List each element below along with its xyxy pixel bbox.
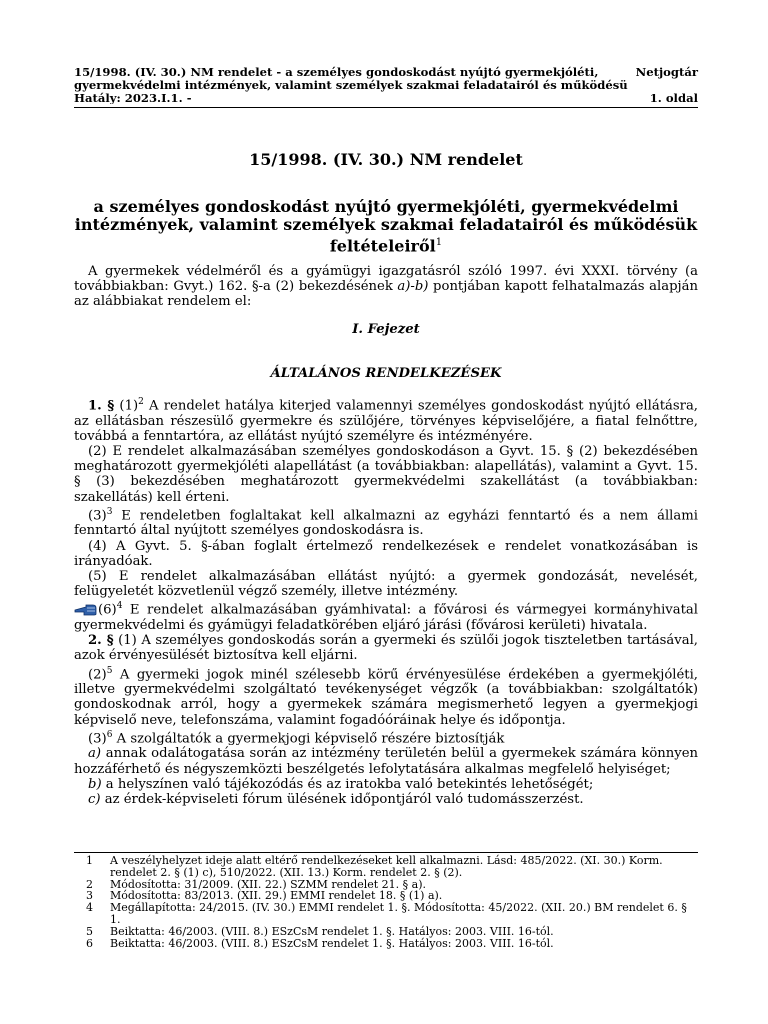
footnote-item bbox=[86, 938, 698, 950]
footnote-ref[interactable]: 4 bbox=[116, 601, 123, 612]
preamble-text: A gyermekek védelméről és a gyámügyi igazgatásról szóló 1997. évi XXXI. törvény (a továbbiakban: Gvyt.) 162. §-a (2) bekezdésének bbox=[74, 264, 698, 295]
para-text: (1) A személyes gondoskodás során a gyermeki és szülői jogok tiszteletben tartásával, azok érvényesülését biztosítva kell eljárni. bbox=[74, 633, 698, 664]
para-text: A szolgáltatók a gyermekjogi képviselő részére biztosítják bbox=[112, 731, 505, 747]
s2-point-b bbox=[74, 777, 698, 792]
section-number: 1. § bbox=[88, 398, 115, 414]
footnote-item bbox=[86, 902, 698, 926]
header-effective-date: Hatály: 2023.I.1. - bbox=[74, 91, 192, 105]
footnote-text: Beiktatta: 46/2003. (VIII. 8.) ESzCsM rendelet 1. §. Hatályos: 2003. VIII. 16-tól. bbox=[110, 924, 554, 938]
footnote-text: Módosította: 31/2009. (XII. 22.) SZMM rendelet 21. § a). bbox=[110, 877, 427, 891]
footnote-number: 2 bbox=[86, 877, 93, 891]
footnote-number: 4 bbox=[86, 901, 93, 915]
header-source: Netjogtár bbox=[635, 65, 698, 79]
chapter-number: I. Fejezet bbox=[352, 322, 420, 337]
point-text: annak odalátogatása során az intézmény területén belül a gyermekek számára könnyen hozzáférhető és négyszemközti beszélgetés lefolytatására alkalmas megfelelő helyiséget; bbox=[74, 746, 698, 777]
s1-para-6 bbox=[74, 599, 698, 633]
para-text: A gyermeki jogok minél szélesebb körű érvényesülése érdekében a gyermekjóléti, illetve gyermekvédelmi szolgáltató tevékenységet végzők (a továbbiakban: szolgáltatók) gondoskodnak arról, hogy a gyermekek számára megismerhető legyen a gyermekjogi képviselő neve, telefonszáma, valamint fogadóóráinak helye és időpontja. bbox=[74, 667, 698, 728]
para-lead: (1) bbox=[114, 398, 139, 414]
s1-para-2: (2) E rendelet alkalmazásában személyes gondoskodáson a Gyvt. 15. § (2) bekezdésében meghatározott gyermekjóléti alapellátást (a továbbiakban: alapellátás), valamint a Gyvt. 15. § (3) bekezdésében meghatározott gyermekvédelmi szakellátást (a továbbiakban: szakellátás) kell érteni. bbox=[74, 444, 698, 505]
s1-para-3 bbox=[74, 505, 698, 539]
para-text: E rendelet alkalmazásában gyámhivatal: a fővárosi és vármegyei kormányhivatal gyermekvédelmi és gyámügyi feladatkörében eljáró járási (fővárosi kerületi) hivatala. bbox=[74, 602, 698, 634]
footnote-divider bbox=[74, 852, 698, 853]
s1-para-4: (4) A Gyvt. 5. §-ában foglalt értelmező rendelkezések e rendelet vonatkozásában is irányadóak. bbox=[74, 538, 698, 569]
s1-para-1 bbox=[74, 395, 698, 444]
header-divider bbox=[74, 107, 698, 108]
footnote-text: Megállapította: 24/2015. (IV. 30.) EMMI rendelet 1. §. Módosította: 45/2022. (XII. 20.) BM rendelet 6. § 1. bbox=[110, 901, 687, 926]
subtitle-text: a személyes gondoskodást nyújtó gyermekjóléti, gyermekvédelmi intézmények, valamint személyek szakmai feladatairól és működésük feltételeiről bbox=[74, 197, 698, 256]
s2-point-a bbox=[74, 746, 698, 776]
s2-para-2 bbox=[74, 664, 698, 728]
running-header bbox=[74, 66, 698, 104]
footnote-ref[interactable]: 2 bbox=[138, 397, 144, 407]
s2-point-c bbox=[74, 792, 698, 807]
preamble-text-end: pontjában kapott felhatalmazás alapján az alábbiakat rendelem el: bbox=[74, 279, 698, 310]
footnote-ref[interactable]: 5 bbox=[106, 665, 113, 676]
header-line-2: gyermekvédelmi intézmények, valamint személyek szakmai feladatairól és működésü bbox=[74, 78, 628, 92]
s2-para-3 bbox=[74, 728, 698, 747]
para-lead: (3) bbox=[88, 508, 107, 524]
footnote-number: 6 bbox=[86, 936, 93, 950]
section-body bbox=[74, 395, 698, 807]
footnote-ref[interactable]: 1 bbox=[435, 237, 443, 248]
footnote-text: A veszélyhelyzet ideje alatt eltérő rendelkezéseket kell alkalmazni. Lásd: 485/2022. (XI. 30.) Korm. rendelet 2. § (1) c), 510/2022. (XII. 13.) Korm. rendelet 2. § (2). bbox=[110, 854, 663, 879]
footnote-number: 5 bbox=[86, 924, 93, 938]
para-lead: (2) bbox=[88, 667, 107, 683]
footnote-text: Beiktatta: 46/2003. (VIII. 8.) ESzCsM rendelet 1. §. Hatályos: 2003. VIII. 16-tól. bbox=[110, 936, 554, 950]
chapter-title: ÁLTALÁNOS RENDELKEZÉSEK bbox=[270, 366, 502, 381]
para-text: A rendelet hatálya kiterjed valamennyi személyes gondoskodást nyújtó ellátásra, az ellátásban részesülő gyermekre és szülőjére, törvényes képviselőjére, a fiatal felnőttre, továbbá a fenntartóra, az ellátást nyújtó személyre és intézményére. bbox=[74, 398, 699, 444]
point-label: b) bbox=[88, 776, 102, 792]
point-label: c) bbox=[88, 792, 101, 808]
preamble bbox=[74, 264, 698, 310]
header-page-number: 1. oldal bbox=[649, 90, 698, 105]
footnote-item bbox=[86, 926, 698, 938]
footnotes bbox=[86, 855, 698, 949]
s2-para-1 bbox=[74, 633, 698, 663]
footnote-number: 3 bbox=[86, 889, 93, 903]
footnote-item bbox=[86, 855, 698, 879]
footnote-ref[interactable]: 3 bbox=[106, 506, 113, 517]
footnote-ref[interactable]: 6 bbox=[106, 729, 113, 740]
point-text: a helyszínen való tájékozódás és az iratokba való betekintés lehetőségét; bbox=[101, 776, 594, 792]
preamble-ref: a)-b) bbox=[397, 279, 429, 295]
document-subtitle bbox=[74, 198, 698, 255]
pointing-hand-icon[interactable] bbox=[74, 605, 98, 615]
para-text: E rendeletben foglaltakat kell alkalmazni az egyházi fenntartó és a nem állami fenntartó által nyújtott személyes gondoskodásra is. bbox=[74, 508, 698, 539]
section-number: 2. § bbox=[88, 633, 114, 649]
document-title: 15/1998. (IV. 30.) NM rendelet bbox=[249, 150, 523, 169]
footnote-text: Módosította: 83/2013. (XII. 29.) EMMI rendelet 18. § (1) a). bbox=[110, 889, 443, 903]
footnote-number: 1 bbox=[86, 854, 93, 867]
para-lead: (6) bbox=[98, 602, 117, 618]
point-text: az érdek-képviseleti fórum ülésének időpontjáról való tudomásszerzést. bbox=[100, 792, 584, 808]
point-label: a) bbox=[88, 746, 102, 762]
s1-para-5: (5) E rendelet alkalmazásában ellátást nyújtó: a gyermek gondozását, nevelését, felügyeletét közvetlenül végző személy, illetve intézmény. bbox=[74, 569, 698, 600]
header-line-1: 15/1998. (IV. 30.) NM rendelet - a személyes gondoskodást nyújtó gyermekjóléti, bbox=[74, 66, 599, 79]
para-lead: (3) bbox=[88, 731, 107, 747]
